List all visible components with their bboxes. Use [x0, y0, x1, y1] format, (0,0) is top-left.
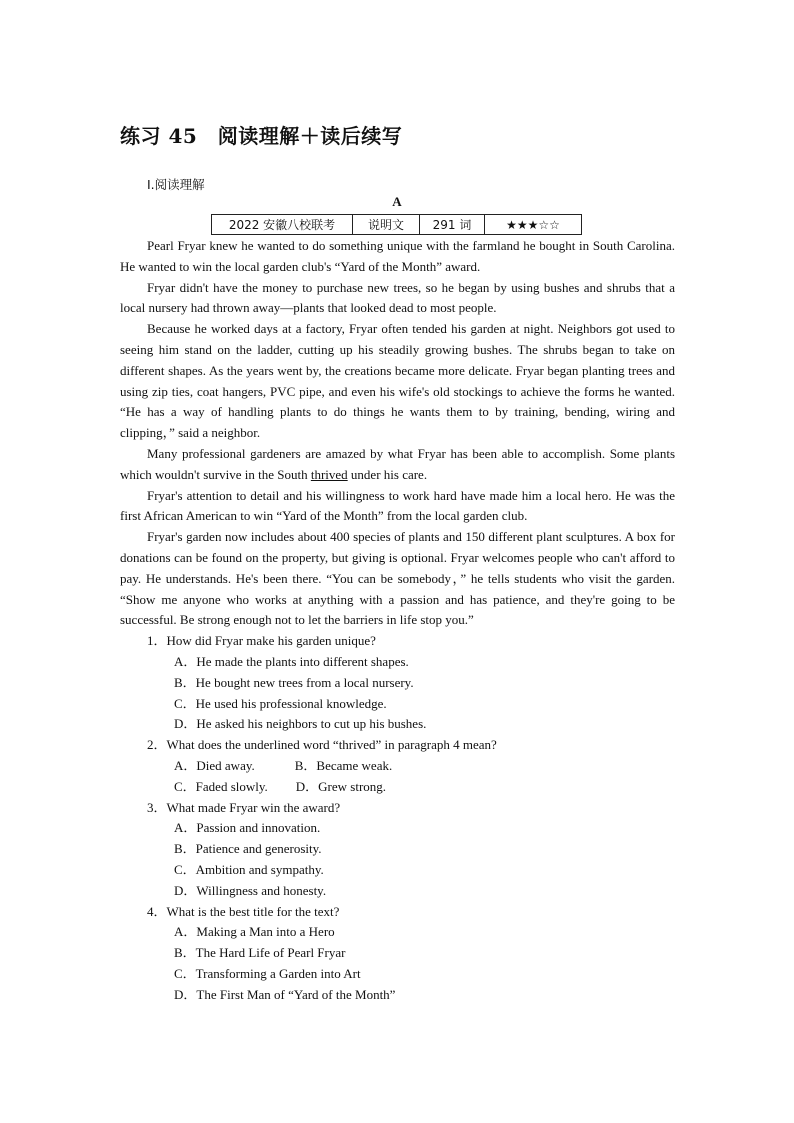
- paragraph-5: Fryar's attention to detail and his willingness to work hard have made him a local hero. He was the first African American to win “Yard of the Month” from the local garden club.: [120, 487, 675, 524]
- paragraph-2: Fryar didn't have the money to purchase new trees, so he began by using bushes and shrubs that a local nursery had thrown away—plants that looked dead to most people.: [120, 279, 675, 316]
- paragraph-6: Fryar's garden now includes about 400 species of plants and 150 different plant sculptures. A box for donations can be found on the property, but giving is optional. Fryar welcomes people who can't afford to pay. He understands. He's been there. “You can be somebody，” he tells students who visit the garden. “Show me anyone who works at anything with a passion and has patience, and they're going to be successful. Be strong enough not to let the barriers in life stop you.”: [120, 529, 675, 628]
- option-a: A．Died away.: [174, 757, 255, 773]
- question-stem: 1．How did Fryar make his garden unique?: [147, 633, 376, 649]
- info-genre: 说明文: [353, 215, 420, 235]
- question-stem: 3．What made Fryar win the award?: [147, 799, 341, 815]
- option-b: B．Became weak.: [294, 757, 393, 773]
- info-difficulty: ★★★☆☆: [485, 215, 582, 235]
- reading-passage: [120, 236, 675, 1005]
- page-title: 练习 45 阅读理解＋读后续写: [120, 124, 403, 148]
- section-heading: Ⅰ.阅读理解: [147, 177, 205, 192]
- option-d: D．The First Man of “Yard of the Month”: [174, 986, 396, 1002]
- paragraph-3: Because he worked days at a factory, Fryar often tended his garden at night. Neighbors got used to seeing him stand on the ladder, cutting up his steadily growing bushes. The shrubs began to take on different shapes. As the years went by, the creations became more delicate. Fryar began planting trees and using zip ties, coat hangers, PVC pipe, and even his wife's old stockings to achieve the forms he wanted. “He has a way of handling plants to do things he wants them to by training, bending, wiring and clipping，” said a neighbor.: [120, 321, 675, 441]
- option-c: C．Transforming a Garden into Art: [174, 965, 361, 981]
- option-a: A．He made the plants into different shapes.: [174, 653, 409, 669]
- option-b: B．The Hard Life of Pearl Fryar: [174, 945, 346, 961]
- option-a: A．Passion and innovation.: [174, 820, 321, 836]
- paragraph-4: [120, 444, 675, 486]
- paragraph-4-before: Many professional gardeners are amazed by what Fryar has been able to accomplish. Some plants which wouldn't survive in the South: [120, 445, 675, 482]
- option-a: A．Making a Man into a Hero: [174, 924, 335, 940]
- info-word-count: 291 词: [420, 215, 485, 235]
- option-b: B．He bought new trees from a local nursery.: [174, 674, 414, 690]
- option-c: C．Faded slowly.: [174, 778, 268, 794]
- option-b: B．Patience and generosity.: [174, 841, 322, 857]
- option-d: D．Grew strong.: [295, 778, 387, 794]
- paragraph-1: Pearl Fryar knew he wanted to do something unique with the farmland he bought in South Carolina. He wanted to win the local garden club's “Yard of the Month” award.: [120, 238, 675, 274]
- option-d: D．Willingness and honesty.: [174, 882, 327, 898]
- question-1: [120, 631, 675, 735]
- info-source: 2022 安徽八校联考: [212, 215, 353, 235]
- paragraph-4-after: under his care.: [347, 466, 428, 482]
- option-c: C．He used his professional knowledge.: [174, 695, 387, 711]
- underlined-word: thrived: [310, 466, 348, 482]
- option-d: D．He asked his neighbors to cut up his bushes.: [174, 716, 427, 732]
- passage-info-table: [211, 214, 582, 235]
- question-2: [120, 735, 675, 797]
- passage-letter: A: [392, 194, 402, 209]
- question-4: [120, 902, 675, 1006]
- question-stem: 4．What is the best title for the text?: [147, 903, 340, 919]
- option-c: C．Ambition and sympathy.: [174, 861, 324, 877]
- question-stem: 2．What does the underlined word “thrived” in paragraph 4 mean?: [147, 737, 497, 753]
- question-3: [120, 798, 675, 902]
